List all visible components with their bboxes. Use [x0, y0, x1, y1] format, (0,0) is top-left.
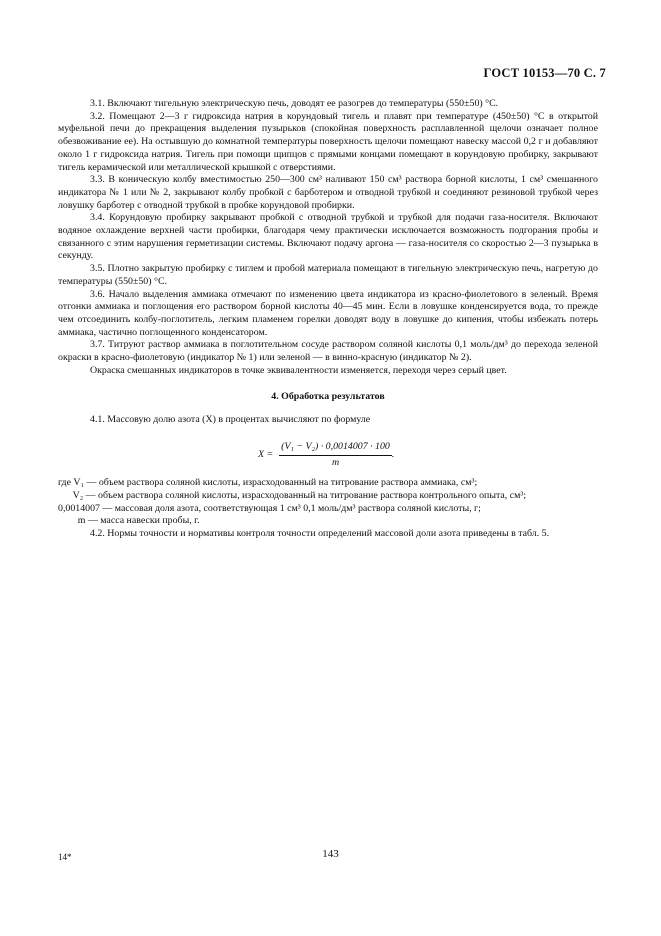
- legend-text: масса навески пробы, г.: [100, 515, 200, 527]
- formula-numerator: (V₁ − V₂) · 0,0014007 · 100: [279, 441, 392, 456]
- formula: [258, 441, 598, 469]
- paragraph-3-7: 3.7. Титруют раствор аммиака в поглотительном сосуде раствором соляной кислоты 0,1 моль/дм³ до перехода зеленой окраски в красно-фиолетовую (индикатор № 1) или зеленой — в винно-красную (индикатор № 2).: [58, 339, 598, 364]
- legend-text: массовая доля азота, соответствующая 1 см³ 0,1 моль/дм³ раствора соляной кислоты, г;: [114, 502, 481, 514]
- section-heading: 4. Обработка результатов: [271, 391, 385, 403]
- legend-label: 0,0014007 —: [58, 502, 115, 514]
- legend-label: где V₁ —: [58, 477, 99, 489]
- legend-label: V₂ —: [58, 489, 99, 501]
- page-number: 143: [322, 848, 339, 860]
- formula-tail: .: [391, 448, 395, 460]
- paragraph-3-5: 3.5. Плотно закрытую пробирку с тиглем и пробой материала помещают в тигельную электрическую печь, нагретую до температуры (550±50) °С.: [58, 263, 598, 287]
- legend-row: [58, 515, 598, 528]
- paragraph-3-4: 3.4. Корундовую пробирку закрывают пробкой с отводной трубкой и трубкой для подачи газа-носителя. Включают водяное охлаждение верхней части пробирки, благодаря чему практически исключается возможность подгорания пробы и связанного с этим нарушения герметизации системы. Включают подачу аргона — газа-носителя со скоростью 2—3 пузырька в секунду.: [58, 212, 598, 262]
- paragraph-3-6: 3.6. Начало выделения аммиака отмечают по изменению цвета индикатора из красно-фиолетового в зеленый. Время отгонки аммиака и поглощения его раствором борной кислоты 40—45 мин. Если в ловушке конденсируется вода, то прежде чем отсоединить колбу-поглотитель, легким пламенем горелки доводят воду в ловушке до кипения, чтобы избежать потерь аммиака, частично поглощенного конденсатором.: [58, 288, 598, 338]
- footer-sheet-mark: 14*: [58, 852, 72, 862]
- legend-row: [58, 477, 598, 490]
- paragraph-4-1: 4.1. Массовую долю азота (X) в процентах вычисляют по формуле: [90, 414, 371, 426]
- paragraph-3-3: 3.3. В коническую колбу вместимостью 250—300 см³ наливают 150 см³ раствора борной кислоты, 1 см³ смешанного индикатора № 1 или № 2, закрывают колбу пробкой с барботером и отводной трубкой и соединяют резиновой трубкой через ловушку барботер с отводной трубкой в пробке корундовой пробирки.: [58, 174, 598, 211]
- legend-row: [58, 503, 598, 516]
- formula-legend: [58, 477, 598, 528]
- formula-lhs: X =: [258, 448, 274, 460]
- formula-fraction: [279, 440, 395, 469]
- paragraph-3-2: 3.2. Помещают 2—3 г гидроксида натрия в корундовый тигель и плавят при температуре (450±50) °С в открытой муфельной печи до прекращения выделения пузырьков (спокойная поверхность расплавленной щелочи означает полное обезвоживание ее). На остывшую до комнатной температуры поверхность щелочи помещают навеску массой 0,2 г и добавляют около 1 г гидроксида натрия. Тигель при помощи щипцов с прямыми концами помещают в корундовую пробирку, закрывают тигель керамической или металлической крышкой с отверстиями.: [58, 110, 598, 173]
- legend-text: объем раствора соляной кислоты, израсходованный на титрование раствора аммиака, см³;: [98, 477, 478, 489]
- formula-denominator: m: [331, 456, 340, 468]
- legend-row: [58, 490, 598, 503]
- paragraph-indicator-note: Окраска смешанных индикаторов в точке эквивалентности изменяется, переходя через серый цвет.: [90, 364, 507, 376]
- paragraph-3-1: 3.1. Включают тигельную электрическую печь, доводят ее разогрев до температуры (550±50) °С.: [90, 98, 499, 109]
- legend-text: объем раствора соляной кислоты, израсходованный на титрование раствора контрольного опыта, см³;: [98, 489, 527, 501]
- document-body: [58, 98, 598, 541]
- legend-label: m —: [58, 515, 101, 527]
- paragraph-4-2: 4.2. Нормы точности и нормативы контроля точности определений массовой доли азота приведены в табл. 5.: [90, 528, 550, 540]
- document-header: ГОСТ 10153—70 С. 7: [483, 66, 606, 80]
